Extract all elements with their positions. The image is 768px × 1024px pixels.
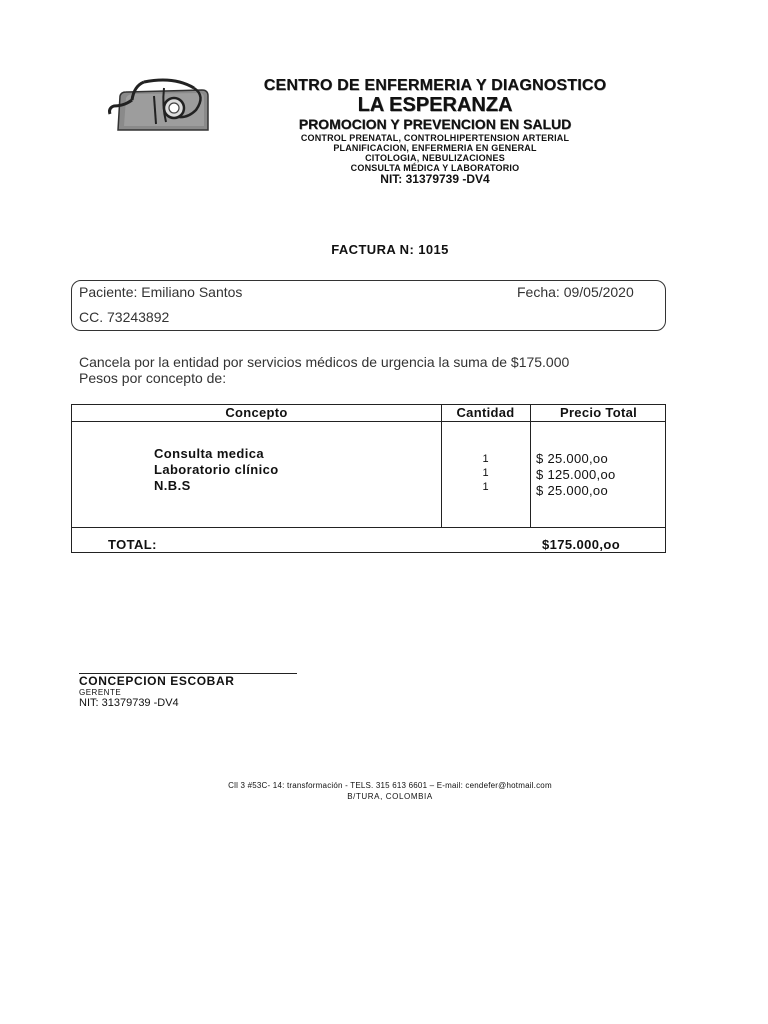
row-concept: Laboratorio clínico bbox=[154, 462, 279, 477]
table-divider bbox=[530, 405, 531, 528]
row-price: $ 25.000,oo bbox=[536, 483, 608, 498]
total-label: TOTAL: bbox=[108, 537, 157, 552]
invoice-date: Fecha: 09/05/2020 bbox=[517, 284, 634, 300]
row-concept: N.B.S bbox=[154, 478, 191, 493]
footer-city: B/TURA, COLOMBIA bbox=[347, 792, 433, 801]
payment-description bbox=[79, 354, 679, 386]
invoice-title: FACTURA N: 1015 bbox=[331, 242, 449, 257]
clinic-service-line: PLANIFICACION, ENFERMERIA EN GENERAL bbox=[333, 143, 537, 153]
row-quantity: 1 bbox=[482, 453, 489, 465]
invoice-table bbox=[71, 404, 666, 553]
clinic-nit: NIT: 31379739 -DV4 bbox=[380, 172, 490, 186]
clinic-name-line1: CENTRO DE ENFERMERIA Y DIAGNOSTICO bbox=[263, 77, 607, 94]
row-quantity: 1 bbox=[482, 481, 489, 493]
footer-address: Cll 3 #53C- 14: transformación - TELS. 315 613 6601 – E-mail: cendefer@hotmail.com bbox=[228, 781, 552, 790]
signer-nit: NIT: 31379739 -DV4 bbox=[79, 697, 179, 709]
signer-name: CONCEPCION ESCOBAR bbox=[79, 674, 235, 688]
row-price: $ 25.000,oo bbox=[536, 451, 608, 466]
patient-id: CC. 73243892 bbox=[79, 309, 170, 325]
stethoscope-logo-icon bbox=[104, 76, 216, 138]
table-divider bbox=[72, 527, 665, 528]
row-quantity: 1 bbox=[482, 467, 489, 479]
column-header-concept: Concepto bbox=[225, 405, 288, 420]
clinic-name-line2: LA ESPERANZA bbox=[357, 94, 513, 116]
clinic-service-line: CITOLOGIA, NEBULIZACIONES bbox=[365, 153, 505, 163]
signer-role: GERENTE bbox=[79, 688, 122, 697]
column-header-price: Precio Total bbox=[559, 405, 638, 420]
row-concept: Consulta medica bbox=[154, 446, 265, 461]
patient-name: Paciente: Emiliano Santos bbox=[79, 284, 243, 300]
total-value: $175.000,oo bbox=[542, 537, 621, 552]
clinic-service-line: CONTROL PRENATAL, CONTROLHIPERTENSION ARTERIAL bbox=[300, 133, 570, 143]
clinic-service-line: CONSULTA MÉDICA Y LABORATORIO bbox=[350, 163, 520, 173]
table-divider bbox=[72, 421, 665, 422]
column-header-quantity: Cantidad bbox=[456, 405, 515, 420]
row-price: $ 125.000,oo bbox=[536, 467, 616, 482]
payment-description-line: Cancela por la entidad por servicios médicos de urgencia la suma de $175.000 bbox=[79, 354, 570, 370]
clinic-slogan: PROMOCION Y PREVENCION EN SALUD bbox=[298, 116, 572, 132]
payment-description-line: Pesos por concepto de: bbox=[79, 370, 227, 386]
